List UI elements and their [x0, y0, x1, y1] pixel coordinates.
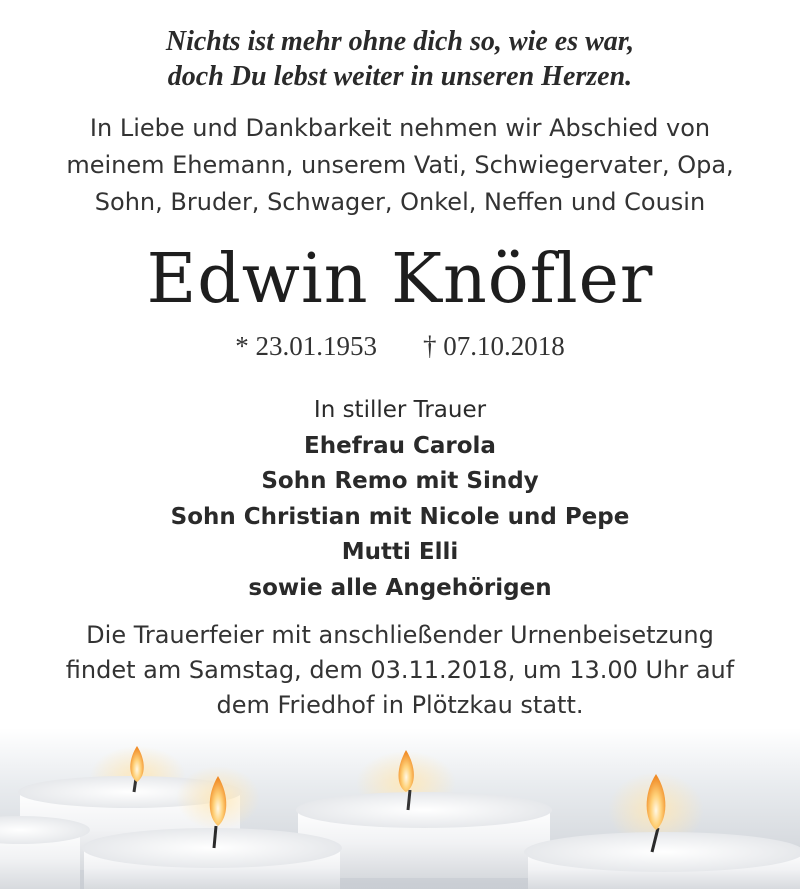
mourner-name: Sohn Remo mit Sindy	[261, 468, 539, 494]
deceased-name: Edwin Knöfler	[146, 240, 654, 319]
service-line: findet am Samstag, dem 03.11.2018, um 13.00 Uhr auf	[65, 656, 735, 684]
intro-line: Sohn, Bruder, Schwager, Onkel, Neffen und Cousin	[94, 188, 706, 216]
mourner-name: Mutti Elli	[341, 539, 459, 565]
service-line: Die Trauerfeier mit anschließender Urnenbeisetzung	[86, 621, 714, 649]
life-dates	[0, 328, 800, 364]
motto-line: Nichts ist mehr ohne dich so, wie es war,	[165, 26, 635, 57]
intro-line: In Liebe und Dankbarkeit nehmen wir Abschied von	[89, 114, 711, 142]
mourner-name: sowie alle Angehörigen	[248, 574, 552, 601]
intro-text	[0, 110, 800, 221]
motto-line: doch Du lebst weiter in unseren Herzen.	[167, 61, 633, 92]
service-line: dem Friedhof in Plötzkau statt.	[216, 691, 584, 719]
birth-date: * 23.01.1953	[235, 331, 377, 361]
mourners-list	[0, 393, 800, 606]
candle	[0, 816, 90, 889]
motto	[0, 24, 800, 94]
mourner-name: Sohn Christian mit Nicole und Pepe	[170, 503, 630, 530]
mourners-lead: In stiller Trauer	[313, 397, 487, 423]
death-date: † 07.10.2018	[423, 331, 565, 361]
intro-line: meinem Ehemann, unserem Vati, Schwiegervater, Opa,	[66, 151, 734, 179]
funeral-service-info	[0, 618, 800, 723]
mourner-name: Ehefrau Carola	[304, 432, 496, 459]
candles-image	[0, 728, 800, 889]
